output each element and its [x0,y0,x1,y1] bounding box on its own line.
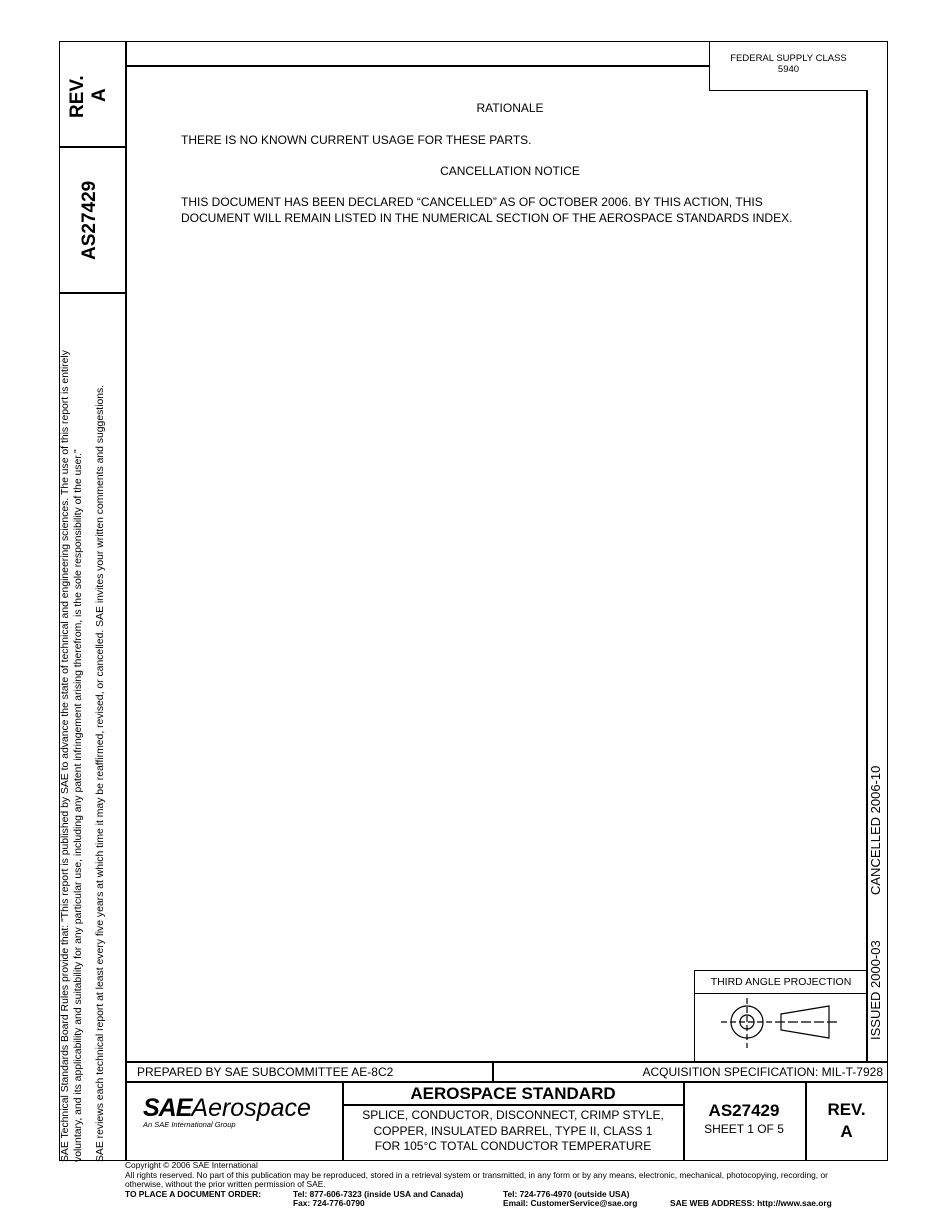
divider [342,1104,684,1106]
document-description [342,1108,684,1155]
projection-label: THIRD ANGLE PROJECTION [695,971,867,994]
divider [125,1081,888,1083]
email-link[interactable]: Email: CustomerService@sae.org [503,1197,638,1208]
web-address-link[interactable]: SAE WEB ADDRESS: http://www.sae.org [670,1197,832,1208]
side-notice-line1: SAE Technical Standards Board Rules provide that: "This report is published by SAE to advance the state of technical and engineering sciences. The use of this report is entirely [60,350,71,1162]
logo-sae: SAE [143,1094,192,1122]
federal-supply-class-box [709,41,867,91]
fax: Fax: 724-776-0790 [293,1197,365,1208]
divider [125,1061,888,1063]
footer [125,1161,890,1210]
rights-line1: All rights reserved. No part of this publication may be reproduced, stored in a retrieval system or transmitted, in any form or by any means, electronic, mechanical, photocopying, recording, or [125,1169,828,1180]
copyright: Copyright © 2006 SAE International [125,1160,258,1170]
rationale-text: THERE IS NO KNOWN CURRENT USAGE FOR THESE PARTS. [181,133,532,147]
desc-line: SPLICE, CONDUCTOR, DISCONNECT, CRIMP STYLE, [362,1108,664,1122]
logo-subtitle: An SAE International Group [143,1120,236,1129]
projection-box [694,970,867,1063]
cancellation-line1: THIS DOCUMENT HAS BEEN DECLARED “CANCELLED” AS OF OCTOBER 2006. BY THIS ACTION, THIS [181,195,763,209]
divider [492,1061,494,1082]
acquisition-spec: ACQUISITION SPECIFICATION: MIL-T-7928 [642,1065,883,1079]
cancelled-date: CANCELLED 2006-10 [868,765,883,895]
divider [805,1081,807,1161]
divider [125,41,127,1161]
divider [59,292,126,294]
divider [866,90,868,1062]
issued-date: ISSUED 2000-03 [868,940,883,1040]
tel-usa: Tel: 877-606-7323 (inside USA and Canada) [293,1188,464,1199]
tel-outside: Tel: 724-776-4970 (outside USA) [503,1188,630,1199]
prepared-by: PREPARED BY SAE SUBCOMMITTEE AE-8C2 [137,1065,394,1079]
cancellation-line2: DOCUMENT WILL REMAIN LISTED IN THE NUMERICAL SECTION OF THE AEROSPACE STANDARDS INDEX. [181,211,793,225]
third-angle-projection-icon [695,994,867,1062]
side-doc-number: AS27429 [79,180,100,260]
order-label: TO PLACE A DOCUMENT ORDER: [125,1188,262,1199]
divider [125,65,710,67]
desc-line: COPPER, INSULATED BARREL, TYPE II, CLASS 1 [373,1123,653,1138]
divider [59,146,126,148]
fsc-value: 5940 [777,64,800,75]
sae-aerospace-logo [143,1094,311,1129]
rev-label: REV. [827,1100,866,1119]
logo-aerospace: Aerospace [191,1094,311,1122]
rev-value: A [840,1122,853,1141]
fsc-label: FEDERAL SUPPLY CLASS [730,53,847,64]
rights-line2: otherwise, without the prior written permission of SAE. [125,1179,326,1189]
cancellation-heading: CANCELLATION NOTICE [440,164,580,178]
side-rev-label: REV. [67,75,88,118]
rationale-heading: RATIONALE [476,101,544,115]
sheet-number: SHEET 1 OF 5 [704,1122,784,1136]
side-notice-line2: voluntary, and its applicability and suitability for any particular use, including any patent infringement arising therefrom, is the sole responsibility of the user." [73,449,84,1162]
side-rev-value: A [89,88,110,102]
side-notice-line3: SAE reviews each technical report at least every five years at which time it may be reaffirmed, revised, or cancelled. SAE invites your written comments and suggestions. [95,384,106,1162]
desc-line: FOR 105°C TOTAL CONDUCTOR TEMPERATURE [374,1139,652,1153]
doc-number: AS27429 [708,1101,780,1120]
document-type: AEROSPACE STANDARD [410,1084,616,1103]
